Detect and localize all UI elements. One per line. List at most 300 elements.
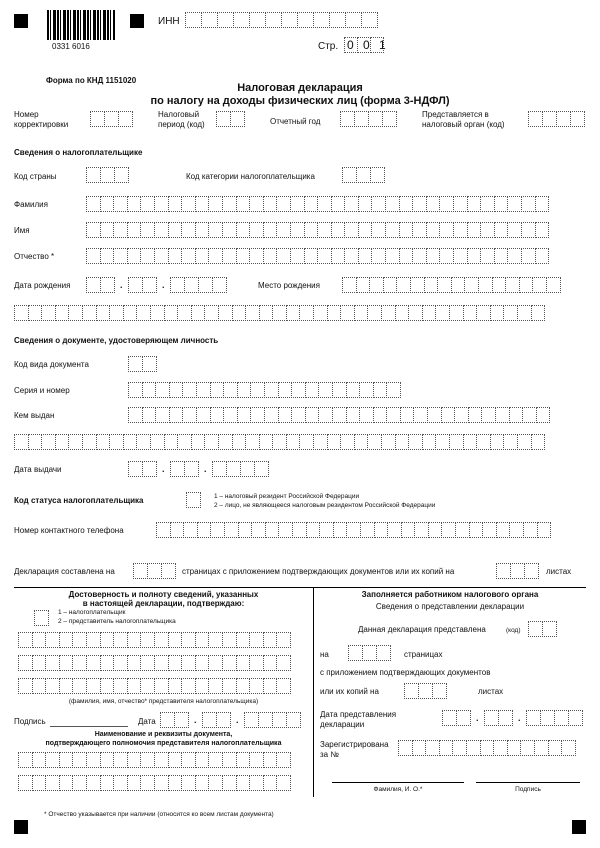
entry-cell[interactable]	[354, 434, 369, 450]
entry-cell[interactable]	[498, 710, 513, 726]
entry-cell[interactable]	[432, 683, 447, 699]
entry-cell[interactable]	[195, 196, 210, 212]
entry-cell[interactable]	[319, 522, 334, 538]
entry-cell[interactable]	[181, 678, 196, 694]
entry-cell[interactable]	[354, 305, 369, 321]
doc-name-line2[interactable]	[18, 775, 290, 791]
entry-cell[interactable]	[278, 407, 293, 423]
entry-cell[interactable]	[170, 522, 185, 538]
entry-cell[interactable]	[216, 712, 231, 728]
entry-cell[interactable]	[466, 740, 481, 756]
name-field[interactable]	[86, 222, 548, 238]
entry-cell[interactable]	[299, 305, 314, 321]
entry-cell[interactable]	[439, 248, 454, 264]
entry-cell[interactable]	[86, 277, 101, 293]
entry-cell[interactable]	[263, 632, 278, 648]
entry-cell[interactable]	[127, 248, 142, 264]
entry-cell[interactable]	[371, 222, 386, 238]
entry-cell[interactable]	[367, 434, 382, 450]
entry-cell[interactable]	[55, 305, 70, 321]
entry-cell[interactable]	[198, 277, 213, 293]
entry-cell[interactable]	[331, 222, 346, 238]
entry-cell[interactable]	[113, 655, 128, 671]
entry-cell[interactable]	[236, 655, 251, 671]
entry-cell[interactable]	[168, 775, 183, 791]
entry-cell[interactable]	[249, 222, 264, 238]
entry-cell[interactable]	[264, 382, 279, 398]
issue-month-field[interactable]	[170, 461, 198, 477]
entry-cell[interactable]	[168, 752, 183, 768]
entry-cell[interactable]	[245, 434, 260, 450]
entry-cell[interactable]	[467, 196, 482, 212]
entry-cell[interactable]	[249, 678, 264, 694]
entry-cell[interactable]	[332, 382, 347, 398]
entry-cell[interactable]	[191, 305, 206, 321]
entry-cell[interactable]	[286, 712, 301, 728]
entry-cell[interactable]	[245, 305, 260, 321]
entry-cell[interactable]	[424, 277, 439, 293]
entry-cell[interactable]	[59, 775, 74, 791]
entry-cell[interactable]	[455, 522, 470, 538]
entry-cell[interactable]	[113, 248, 128, 264]
entry-cell[interactable]	[136, 434, 151, 450]
entry-cell[interactable]	[528, 111, 543, 127]
entry-cell[interactable]	[522, 407, 537, 423]
entry-cell[interactable]	[32, 775, 47, 791]
entry-cell[interactable]	[356, 277, 371, 293]
entry-cell[interactable]	[222, 248, 237, 264]
entry-cell[interactable]	[169, 382, 184, 398]
entry-cell[interactable]	[396, 277, 411, 293]
entry-cell[interactable]	[45, 775, 60, 791]
entry-cell[interactable]	[236, 248, 251, 264]
confirm-month-field[interactable]	[202, 712, 230, 728]
entry-cell[interactable]	[345, 12, 362, 28]
entry-cell[interactable]	[414, 522, 429, 538]
entry-cell[interactable]	[32, 678, 47, 694]
entry-cell[interactable]	[182, 382, 197, 398]
entry-cell[interactable]	[452, 740, 467, 756]
entry-cell[interactable]	[385, 222, 400, 238]
entry-cell[interactable]	[196, 407, 211, 423]
entry-cell[interactable]	[100, 167, 115, 183]
entry-cell[interactable]	[14, 434, 29, 450]
entry-cell[interactable]	[327, 434, 342, 450]
entry-cell[interactable]	[177, 305, 192, 321]
entry-cell[interactable]	[272, 712, 287, 728]
patronymic-field[interactable]	[86, 248, 548, 264]
entry-cell[interactable]	[195, 248, 210, 264]
entry-cell[interactable]	[181, 248, 196, 264]
entry-cell[interactable]	[503, 434, 518, 450]
entry-cell[interactable]	[412, 248, 427, 264]
entry-cell[interactable]	[427, 407, 442, 423]
entry-cell[interactable]	[356, 167, 371, 183]
entry-cell[interactable]	[439, 222, 454, 238]
entry-cell[interactable]	[170, 277, 185, 293]
entry-cell[interactable]	[249, 655, 264, 671]
entry-cell[interactable]	[505, 277, 520, 293]
entry-cell[interactable]	[154, 248, 169, 264]
entry-cell[interactable]	[373, 382, 388, 398]
entry-cell[interactable]	[169, 407, 184, 423]
entry-cell[interactable]	[554, 710, 569, 726]
entry-cell[interactable]	[509, 407, 524, 423]
entry-cell[interactable]	[236, 678, 251, 694]
entry-cell[interactable]	[276, 678, 291, 694]
entry-cell[interactable]	[82, 305, 97, 321]
entry-cell[interactable]	[263, 196, 278, 212]
entry-cell[interactable]	[86, 775, 101, 791]
entry-cell[interactable]	[150, 305, 165, 321]
entry-cell[interactable]	[467, 222, 482, 238]
entry-cell[interactable]	[142, 407, 157, 423]
entry-cell[interactable]	[382, 111, 397, 127]
entry-cell[interactable]	[344, 222, 359, 238]
entry-cell[interactable]	[128, 382, 143, 398]
entry-cell[interactable]	[329, 12, 346, 28]
entry-cell[interactable]	[503, 305, 518, 321]
entry-cell[interactable]	[263, 248, 278, 264]
inn-field[interactable]	[185, 12, 377, 28]
phone-field[interactable]	[156, 522, 550, 538]
entry-cell[interactable]	[535, 196, 550, 212]
entry-cell[interactable]	[385, 248, 400, 264]
entry-cell[interactable]	[128, 461, 143, 477]
entry-cell[interactable]	[217, 12, 234, 28]
entry-cell[interactable]	[208, 655, 223, 671]
entry-cell[interactable]	[286, 434, 301, 450]
entry-cell[interactable]	[59, 632, 74, 648]
entry-cell[interactable]	[140, 222, 155, 238]
entry-cell[interactable]	[426, 222, 441, 238]
entry-cell[interactable]	[113, 752, 128, 768]
entry-cell[interactable]	[542, 111, 557, 127]
office-day-field[interactable]	[442, 710, 470, 726]
entry-cell[interactable]	[398, 740, 413, 756]
entry-cell[interactable]	[18, 775, 33, 791]
rep-name-line3[interactable]	[18, 678, 290, 694]
entry-cell[interactable]	[276, 655, 291, 671]
issue-day-field[interactable]	[128, 461, 156, 477]
entry-cell[interactable]	[127, 632, 142, 648]
entry-cell[interactable]	[249, 248, 264, 264]
entry-cell[interactable]	[127, 196, 142, 212]
entry-cell[interactable]	[195, 752, 210, 768]
entry-cell[interactable]	[418, 683, 433, 699]
entry-cell[interactable]	[327, 305, 342, 321]
entry-cell[interactable]	[451, 277, 466, 293]
entry-cell[interactable]	[183, 522, 198, 538]
entry-cell[interactable]	[128, 356, 143, 372]
entry-cell[interactable]	[208, 752, 223, 768]
entry-cell[interactable]	[456, 710, 471, 726]
birth-place-field-line2[interactable]	[14, 305, 544, 321]
entry-cell[interactable]	[237, 382, 252, 398]
entry-cell[interactable]	[292, 522, 307, 538]
entry-cell[interactable]	[236, 196, 251, 212]
entry-cell[interactable]	[72, 678, 87, 694]
entry-cell[interactable]	[291, 382, 306, 398]
entry-cell[interactable]	[494, 196, 509, 212]
surname-field[interactable]	[86, 196, 548, 212]
entry-cell[interactable]	[72, 752, 87, 768]
entry-cell[interactable]	[463, 434, 478, 450]
entry-cell[interactable]	[428, 522, 443, 538]
confirm-day-field[interactable]	[160, 712, 188, 728]
entry-cell[interactable]	[381, 305, 396, 321]
entry-cell[interactable]	[100, 222, 115, 238]
confirm-year-field[interactable]	[244, 712, 300, 728]
entry-cell[interactable]	[45, 655, 60, 671]
entry-cell[interactable]	[259, 434, 274, 450]
entry-cell[interactable]	[113, 222, 128, 238]
entry-cell[interactable]	[383, 277, 398, 293]
entry-cell[interactable]	[140, 752, 155, 768]
entry-cell[interactable]	[373, 407, 388, 423]
entry-cell[interactable]	[425, 740, 440, 756]
entry-cell[interactable]	[281, 12, 298, 28]
entry-cell[interactable]	[290, 248, 305, 264]
entry-cell[interactable]	[96, 434, 111, 450]
entry-cell[interactable]	[18, 632, 33, 648]
entry-cell[interactable]	[517, 305, 532, 321]
entry-cell[interactable]	[186, 492, 201, 508]
entry-cell[interactable]	[86, 678, 101, 694]
entry-cell[interactable]	[346, 522, 361, 538]
entry-cell[interactable]	[437, 277, 452, 293]
entry-cell[interactable]	[59, 655, 74, 671]
entry-cell[interactable]	[222, 655, 237, 671]
entry-cell[interactable]	[358, 248, 373, 264]
entry-cell[interactable]	[476, 434, 491, 450]
entry-cell[interactable]	[181, 655, 196, 671]
entry-cell[interactable]	[218, 434, 233, 450]
entry-cell[interactable]	[317, 222, 332, 238]
entry-cell[interactable]	[18, 678, 33, 694]
sheets-count-field[interactable]	[496, 563, 538, 579]
entry-cell[interactable]	[224, 522, 239, 538]
entry-cell[interactable]	[494, 248, 509, 264]
entry-cell[interactable]	[521, 248, 536, 264]
entry-cell[interactable]	[222, 632, 237, 648]
entry-cell[interactable]	[519, 277, 534, 293]
entry-cell[interactable]	[399, 248, 414, 264]
birth-day-field[interactable]	[86, 277, 114, 293]
entry-cell[interactable]	[113, 678, 128, 694]
entry-cell[interactable]	[441, 522, 456, 538]
rep-name-line1[interactable]	[18, 632, 290, 648]
entry-cell[interactable]	[395, 305, 410, 321]
entry-cell[interactable]	[184, 277, 199, 293]
entry-cell[interactable]	[523, 522, 538, 538]
entry-cell[interactable]	[155, 407, 170, 423]
entry-cell[interactable]	[368, 111, 383, 127]
entry-cell[interactable]	[236, 222, 251, 238]
entry-cell[interactable]	[201, 12, 218, 28]
entry-cell[interactable]	[369, 277, 384, 293]
entry-cell[interactable]	[237, 407, 252, 423]
entry-cell[interactable]	[537, 522, 552, 538]
entry-cell[interactable]	[453, 222, 468, 238]
entry-cell[interactable]	[195, 632, 210, 648]
entry-cell[interactable]	[265, 522, 280, 538]
entry-cell[interactable]	[32, 655, 47, 671]
entry-cell[interactable]	[123, 305, 138, 321]
entry-cell[interactable]	[82, 434, 97, 450]
entry-cell[interactable]	[318, 382, 333, 398]
entry-cell[interactable]	[127, 678, 142, 694]
entry-cell[interactable]	[86, 248, 101, 264]
entry-cell[interactable]	[496, 563, 511, 579]
entry-cell[interactable]	[72, 775, 87, 791]
entry-cell[interactable]	[359, 407, 374, 423]
entry-cell[interactable]	[114, 167, 129, 183]
entry-cell[interactable]	[400, 407, 415, 423]
entry-cell[interactable]	[305, 407, 320, 423]
entry-cell[interactable]	[212, 277, 227, 293]
entry-cell[interactable]	[236, 752, 251, 768]
birth-month-field[interactable]	[128, 277, 156, 293]
entry-cell[interactable]	[291, 407, 306, 423]
entry-cell[interactable]	[410, 277, 425, 293]
entry-cell[interactable]	[507, 740, 522, 756]
entry-cell[interactable]	[174, 712, 189, 728]
entry-cell[interactable]	[313, 12, 330, 28]
entry-cell[interactable]	[123, 434, 138, 450]
entry-cell[interactable]	[109, 305, 124, 321]
entry-cell[interactable]	[306, 522, 321, 538]
entry-cell[interactable]	[495, 407, 510, 423]
entry-cell[interactable]	[304, 196, 319, 212]
entry-cell[interactable]	[333, 522, 348, 538]
issue-year-field[interactable]	[212, 461, 268, 477]
entry-cell[interactable]	[142, 461, 157, 477]
entry-cell[interactable]	[208, 775, 223, 791]
entry-cell[interactable]	[278, 382, 293, 398]
entry-cell[interactable]	[507, 248, 522, 264]
entry-cell[interactable]	[236, 632, 251, 648]
entry-cell[interactable]	[232, 434, 247, 450]
entry-cell[interactable]	[263, 222, 278, 238]
entry-cell[interactable]	[535, 222, 550, 238]
entry-cell[interactable]	[381, 434, 396, 450]
entry-cell[interactable]	[568, 710, 583, 726]
entry-cell[interactable]	[453, 248, 468, 264]
entry-cell[interactable]	[249, 775, 264, 791]
entry-cell[interactable]	[14, 305, 29, 321]
entry-cell[interactable]	[276, 752, 291, 768]
entry-cell[interactable]	[127, 222, 142, 238]
entry-cell[interactable]	[140, 196, 155, 212]
entry-cell[interactable]	[276, 248, 291, 264]
entry-cell[interactable]	[304, 222, 319, 238]
entry-cell[interactable]	[480, 740, 495, 756]
entry-cell[interactable]	[133, 563, 148, 579]
entry-cell[interactable]	[340, 111, 355, 127]
entry-cell[interactable]	[386, 407, 401, 423]
entry-cell[interactable]	[520, 740, 535, 756]
entry-cell[interactable]	[208, 632, 223, 648]
entry-cell[interactable]	[181, 632, 196, 648]
entry-cell[interactable]	[374, 522, 389, 538]
entry-cell[interactable]	[55, 434, 70, 450]
entry-cell[interactable]	[147, 563, 162, 579]
entry-cell[interactable]	[542, 621, 557, 637]
entry-cell[interactable]	[168, 222, 183, 238]
entry-cell[interactable]	[32, 632, 47, 648]
entry-cell[interactable]	[482, 522, 497, 538]
entry-cell[interactable]	[496, 522, 511, 538]
entry-cell[interactable]	[160, 712, 175, 728]
pages-count-field[interactable]	[133, 563, 175, 579]
entry-cell[interactable]	[223, 407, 238, 423]
entry-cell[interactable]	[318, 407, 333, 423]
entry-cell[interactable]	[331, 248, 346, 264]
entry-cell[interactable]	[142, 382, 157, 398]
office-month-field[interactable]	[484, 710, 512, 726]
entry-cell[interactable]	[259, 305, 274, 321]
office-pages-field[interactable]	[348, 645, 390, 661]
entry-cell[interactable]	[185, 12, 202, 28]
entry-cell[interactable]	[128, 277, 143, 293]
entry-cell[interactable]	[536, 407, 551, 423]
entry-cell[interactable]	[154, 655, 169, 671]
entry-cell[interactable]	[232, 305, 247, 321]
report-year-field[interactable]	[340, 111, 396, 127]
entry-cell[interactable]	[494, 222, 509, 238]
series-number-field[interactable]	[128, 382, 400, 398]
entry-cell[interactable]	[204, 434, 219, 450]
entry-cell[interactable]	[18, 752, 33, 768]
entry-cell[interactable]	[68, 434, 83, 450]
entry-cell[interactable]	[181, 752, 196, 768]
entry-cell[interactable]	[286, 305, 301, 321]
category-code-field[interactable]	[342, 167, 384, 183]
entry-cell[interactable]	[181, 222, 196, 238]
entry-cell[interactable]	[100, 678, 115, 694]
entry-cell[interactable]	[249, 12, 266, 28]
entry-cell[interactable]	[181, 196, 196, 212]
entry-cell[interactable]	[127, 775, 142, 791]
entry-cell[interactable]	[250, 382, 265, 398]
entry-cell[interactable]	[385, 196, 400, 212]
entry-cell[interactable]	[395, 434, 410, 450]
entry-cell[interactable]	[184, 461, 199, 477]
entry-cell[interactable]	[41, 434, 56, 450]
entry-cell[interactable]	[371, 248, 386, 264]
entry-cell[interactable]	[59, 752, 74, 768]
entry-cell[interactable]	[222, 196, 237, 212]
entry-cell[interactable]	[317, 248, 332, 264]
entry-cell[interactable]	[197, 522, 212, 538]
entry-cell[interactable]	[72, 655, 87, 671]
entry-cell[interactable]	[142, 356, 157, 372]
entry-cell[interactable]	[127, 752, 142, 768]
confirm-type-field[interactable]	[34, 610, 48, 626]
entry-cell[interactable]	[476, 305, 491, 321]
entry-cell[interactable]	[521, 222, 536, 238]
entry-cell[interactable]	[413, 407, 428, 423]
entry-cell[interactable]	[412, 196, 427, 212]
entry-cell[interactable]	[113, 775, 128, 791]
entry-cell[interactable]	[45, 632, 60, 648]
entry-cell[interactable]	[164, 434, 179, 450]
entry-cell[interactable]	[467, 248, 482, 264]
birth-place-field[interactable]	[342, 277, 560, 293]
tax-authority-field[interactable]	[528, 111, 584, 127]
entry-cell[interactable]	[216, 111, 231, 127]
